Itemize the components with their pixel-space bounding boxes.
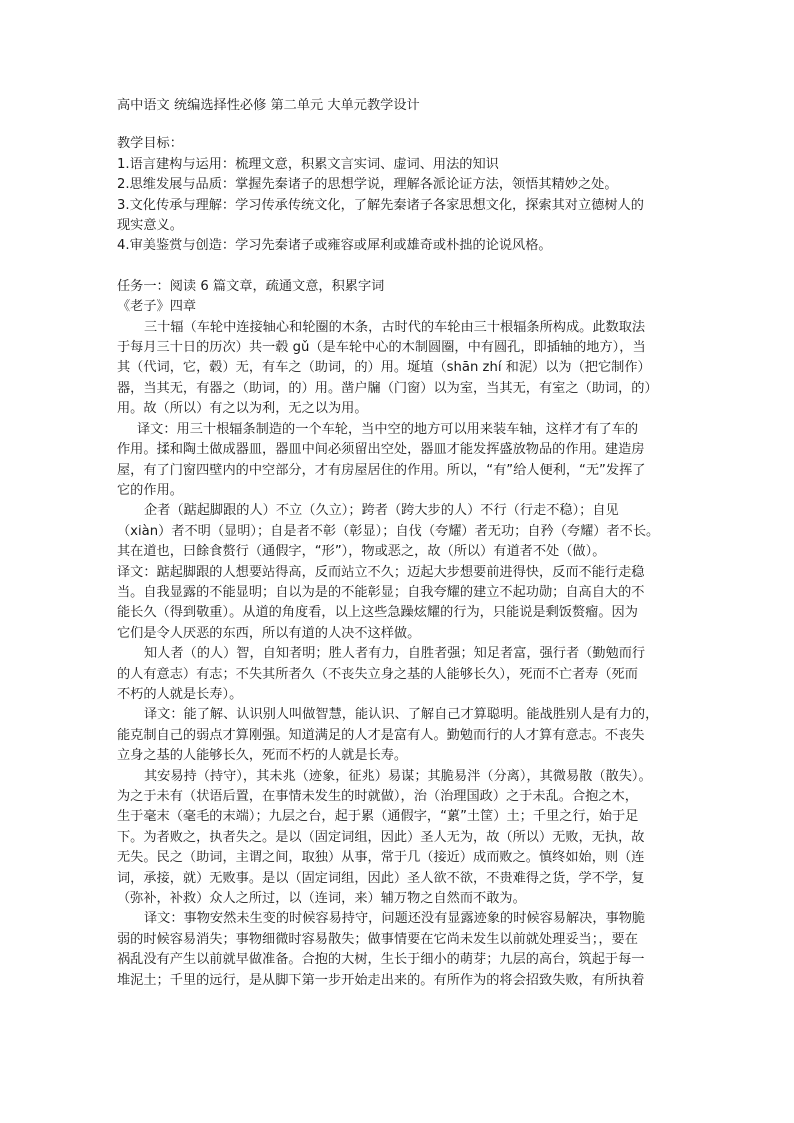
body-line: 当。自我显露的不能显明；自以为是的不能彰显；自我夸耀的建立不起功勋；自高自大的不 — [117, 584, 645, 600]
body-line: 弱的时候容易消失；事物细微时容易散失；做事情要在它尚未发生以前就处理妥当；，要在 — [117, 931, 638, 947]
body-line: 下。为者败之，执者失之。是以（固定词组，因此）圣人无为，故（所以）无败，无执，故 — [117, 829, 645, 845]
body-line: 堆泥土；千里的远行，是从脚下第一步开始走出来的。有所作为的将会招致失败，有所执着 — [117, 972, 645, 988]
body-line: 知人者（的人）智，自知者明；胜人者有力，自胜者强；知足者富，强行者（勤勉而行 — [144, 646, 646, 662]
body-line: 它们是令人厌恶的东西，所以有道的人决不这样做。 — [117, 625, 421, 641]
body-line: 能克制自己的弱点才算刚强。知道满足的人才是富有人。勤勉而行的人才算有意志。不丧失 — [117, 727, 645, 743]
goal-item: 4.审美鉴赏与创造：学习先秦诸子或雍容或犀利或雄奇或朴拙的论说风格。 — [117, 238, 552, 254]
body-line: 其（代词，它，毂）无，有车之（助词，的）用。埏埴（shān zhí 和泥）以为（把它制作） — [117, 360, 651, 376]
body-line: 生于毫末（毫毛的末端）；九层之台，起于累（通假字，“蔂”土筐）土；千里之行，始于足 — [117, 809, 639, 825]
body-line: 译文：能了解、认识别人叫做智慧，能认识、了解自己才算聪明。能战胜别人是有力的， — [144, 707, 659, 723]
document-page — [117, 96, 679, 991]
body-line: 于每月三十日的历次）共一毂 gǔ（是车轮中心的木制圆圈，中有圆孔，即插轴的地方），当 — [117, 340, 646, 356]
body-line: 三十辐（车轮中连接轴心和轮圈的木条，古时代的车轮由三十根辐条所构成。此数取法 — [144, 319, 646, 335]
body-line: 为之于未有（状语后置，在事情未发生的时就做），治（治理国政）之于未乱。合抱之木， — [117, 789, 638, 804]
goal-item: 3.文化传承与理解：学习传承传统文化，了解先秦诸子各家思想文化，探索其对立德树人的 — [117, 197, 644, 213]
spacer — [117, 257, 679, 277]
body-line: 不朽的人就是长寿）。 — [117, 686, 243, 702]
body-line: 译文：事物安然未生变的时候容易持守，问题还没有显露迹象的时候容易解决，事物脆 — [144, 911, 646, 927]
body-line: 译文：用三十根辐条制造的一个车轮，当中空的地方可以用来装车轴，这样才有了车的 — [137, 421, 639, 437]
body-line: 译文：踮起脚跟的人想要站得高，反而站立不久；迈起大步想要前进得快，反而不能行走稳 — [117, 564, 645, 580]
goal-item: 现实意义。 — [117, 218, 183, 234]
book-title: 《老子》四章 — [117, 299, 197, 315]
goal-item: 1.语言建构与运用：梳理文意，积累文言实词、虚词、用法的知识 — [117, 156, 499, 172]
document-title: 高中语文 统编选择性必修 第二单元 大单元教学设计 — [117, 98, 420, 113]
goals-heading: 教学目标： — [117, 136, 183, 152]
body-line: 无失。民之（助词，主谓之间，取独）从事，常于几（接近）成而败之。慎终如始，则（连 — [117, 850, 645, 866]
body-line: 词，承接，就）无败事。是以（固定词组，因此）圣人欲不欲，不贵难得之货，学不学，复 — [117, 870, 645, 886]
task-heading: 任务一：阅读 6 篇文章，疏通文意，积累字词 — [117, 278, 385, 294]
body-line: 屋，有了门窗四壁内的中空部分，才有房屋居住的作用。所以，“有”给人便利，“无”发挥了 — [117, 462, 646, 478]
body-line: 其安易持（持守），其未兆（迹象，征兆）易谋；其脆易泮（分离），其微易散（散失）。 — [144, 768, 652, 784]
body-line: 用。故（所以）有之以为利，无之以为用。 — [117, 401, 368, 417]
body-line: 的人有意志）有志；不失其所者久（不丧失立身之基的人能够长久），死而不亡者寿（死而 — [117, 666, 638, 682]
body-line: 能长久（得到敬重）。从道的角度看，以上这些急躁炫耀的行为，只能说是剩饭赘瘤。因为 — [117, 605, 638, 621]
body-line: 祸乱没有产生以前就早做准备。合抱的大树，生长于细小的萌芽；九层的高台，筑起于每一 — [117, 952, 645, 968]
body-line: 其在道也，曰餘食赘行（通假字，“形”），物或恶之，故（所以）有道者不处（做）。 — [117, 544, 606, 560]
body-line: （弥补，补救）众人之所过，以（连词，来）辅万物之自然而不敢为。 — [117, 891, 526, 907]
goal-item: 2.思维发展与品质：掌握先秦诸子的思想学说，理解各派论证方法，领悟其精妙之处。 — [117, 177, 618, 193]
body-line: （xiàn）者不明（显明）；自是者不彰（彰显）；自伐（夸耀）者无功；自矜（夸耀）者不长。 — [117, 523, 660, 539]
body-line: 它的作用。 — [117, 482, 183, 498]
body-line: 作用。揉和陶土做成器皿，器皿中间必须留出空处，器皿才能发挥盛放物品的作用。建造房 — [117, 442, 645, 458]
body-line: 企者（踮起脚跟的人）不立（久立）；跨者（跨大步的人）不行（行走不稳）；自见 — [144, 503, 619, 519]
body-line: 立身之基的人能够长久，死而不朽的人就是长寿。 — [117, 748, 408, 764]
body-text — [117, 318, 679, 991]
body-line: 器，当其无，有器之（助词，的）用。凿户牖（门窗）以为室，当其无，有室之（助词，的） — [117, 380, 658, 396]
